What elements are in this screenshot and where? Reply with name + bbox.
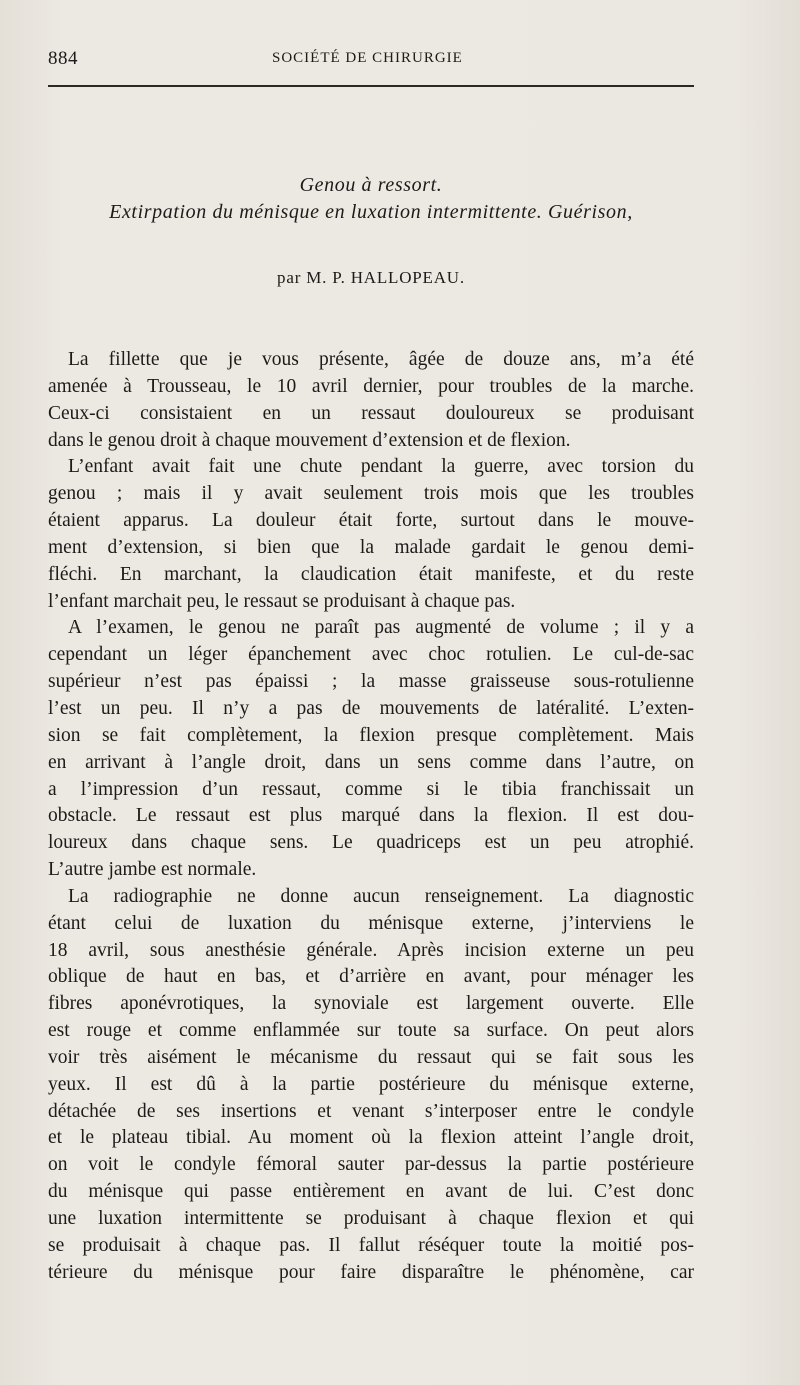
body-line: L’autre jambe est normale.: [48, 859, 257, 881]
title-line-2: Extirpation du ménisque en luxation intermittente. Guérison,: [109, 201, 633, 223]
body-line: La radiographie ne donne aucun renseignement. La diagnostic: [68, 885, 694, 907]
body-line: cependant un léger épanchement avec choc rotulien. Le cul-de-sac: [48, 644, 694, 666]
body-line: fléchi. En marchant, la claudication était manifeste, et du reste: [48, 563, 694, 585]
body-line: est rouge et comme enflammée sur toute sa surface. On peut alors: [48, 1020, 694, 1042]
body-line: l’enfant marchait peu, le ressaut se produisant à chaque pas.: [48, 590, 516, 612]
body-line: détachée de ses insertions et venant s’interposer entre le condyle: [48, 1100, 694, 1122]
body-line: l’est un peu. Il n’y a pas de mouvements de latéralité. L’exten-: [48, 697, 694, 719]
body-line: étaient apparus. La douleur était forte, surtout dans le mouve-: [48, 510, 694, 532]
body-line: La fillette que je vous présente, âgée de douze ans, m’a été: [68, 349, 694, 370]
body-line: a l’impression d’un ressaut, comme si le tibia franchissait un: [48, 778, 694, 800]
running-head: SOCIÉTÉ DE CHIRURGIE: [272, 50, 463, 66]
body-line: térieure du ménisque pour faire disparaître le phénomène, car: [48, 1261, 694, 1283]
article-body: [48, 347, 694, 1287]
body-line: dans le genou droit à chaque mouvement d’extension et de flexion.: [48, 429, 571, 451]
body-line: oblique de haut en bas, et d’arrière en avant, pour ménager les: [48, 966, 694, 988]
page-header: [48, 48, 694, 70]
header-rule: [48, 85, 694, 87]
body-line: obstacle. Le ressaut est plus marqué dans la flexion. Il est dou-: [48, 805, 694, 827]
article-author: par M. P. HALLOPEAU.: [277, 268, 465, 287]
article-title: [48, 172, 694, 226]
body-line: yeux. Il est dû à la partie postérieure du ménisque externe,: [48, 1073, 694, 1095]
page-number: 884: [48, 48, 78, 69]
body-line: supérieur n’est pas épaissi ; la masse graisseuse sous-rotulienne: [48, 671, 694, 693]
body-line: une luxation intermittente se produisant à chaque flexion et qui: [48, 1208, 694, 1229]
body-line: amenée à Trousseau, le 10 avril dernier, pour troubles de la marche.: [48, 375, 694, 397]
body-line: en arrivant à l’angle droit, dans un sens comme dans l’autre, on: [48, 751, 694, 773]
body-line: voir très aisément le mécanisme du ressaut qui se fait sous les: [48, 1046, 694, 1068]
body-line: Ceux-ci consistaient en un ressaut douloureux se produisant: [48, 402, 694, 424]
body-line: loureux dans chaque sens. Le quadriceps est un peu atrophié.: [48, 832, 694, 854]
body-line: sion se fait complètement, la flexion presque complètement. Mais: [48, 724, 694, 746]
body-line: A l’examen, le genou ne paraît pas augmenté de volume ; il y a: [68, 617, 694, 639]
body-line: on voit le condyle fémoral sauter par-dessus la partie postérieure: [48, 1154, 694, 1176]
body-line: du ménisque qui passe entièrement en avant de lui. C’est donc: [48, 1181, 694, 1203]
body-line: ment d’extension, si bien que la malade gardait le genou demi-: [48, 536, 694, 558]
body-line: 18 avril, sous anesthésie générale. Après incision externe un peu: [48, 939, 694, 961]
body-line: fibres aponévrotiques, la synoviale est largement ouverte. Elle: [48, 993, 694, 1015]
body-line: se produisait à chaque pas. Il fallut réséquer toute la moitié pos-: [48, 1234, 694, 1256]
body-line: genou ; mais il y avait seulement trois mois que les troubles: [48, 483, 694, 505]
body-line: et le plateau tibial. Au moment où la flexion atteint l’angle droit,: [48, 1127, 694, 1149]
body-line: L’enfant avait fait une chute pendant la guerre, avec torsion du: [68, 456, 694, 478]
body-line: étant celui de luxation du ménisque externe, j’interviens le: [48, 912, 694, 934]
title-line-1: Genou à ressort.: [299, 174, 443, 196]
